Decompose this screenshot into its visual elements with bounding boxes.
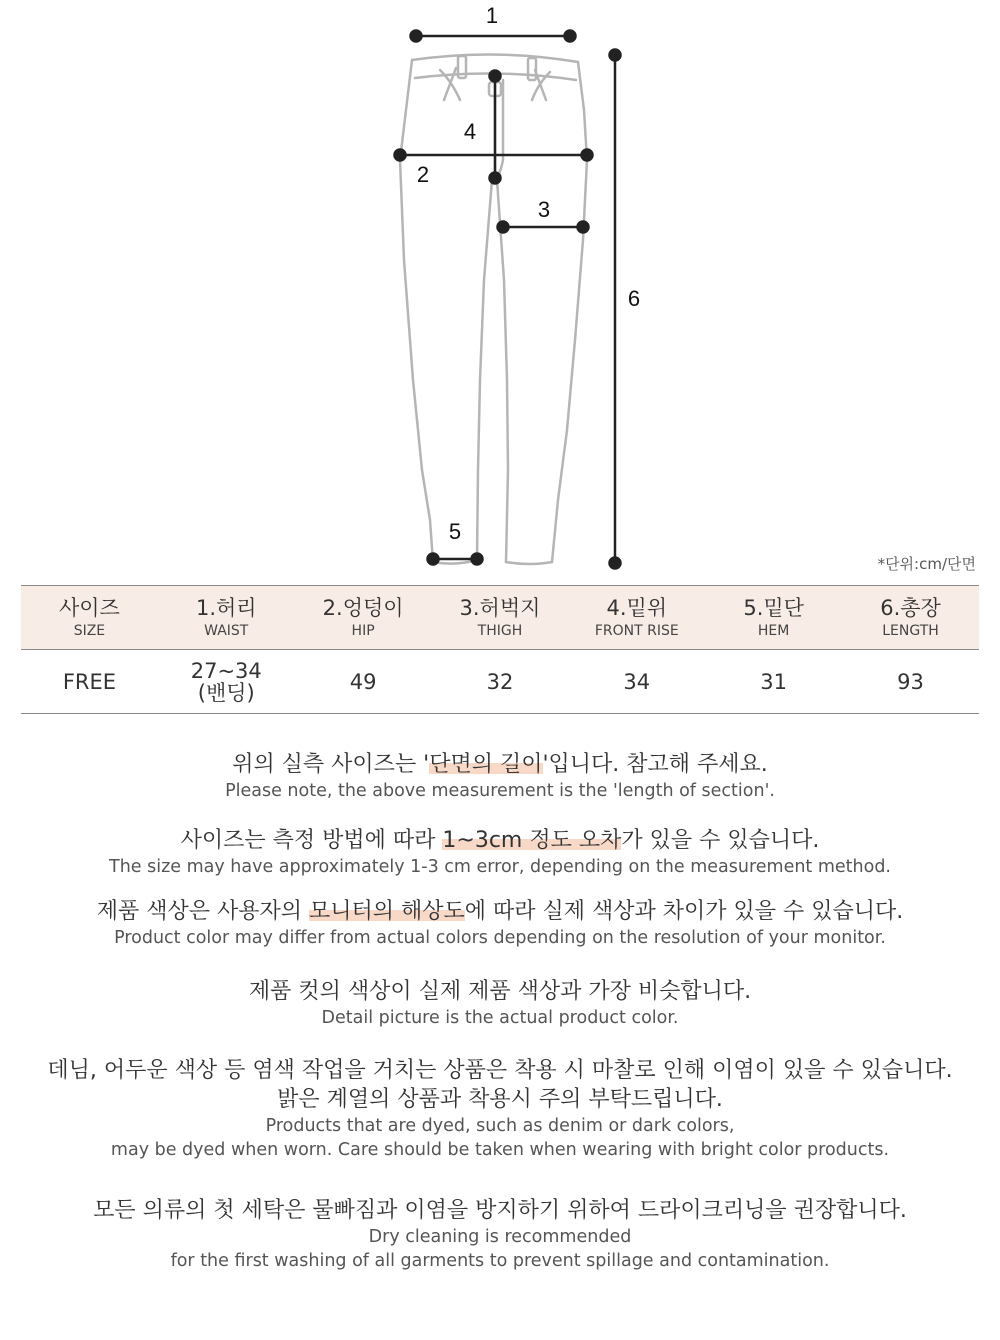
cell-thigh: 32: [486, 669, 514, 694]
cell-waist: 27~34 (밴딩): [190, 658, 262, 705]
pants-measurement-diagram: [0, 0, 1000, 580]
label-5: 5: [448, 519, 462, 544]
cell-hem: 31: [760, 669, 787, 694]
label-2: 2: [416, 162, 430, 187]
header-hip: 2.엉덩이 HIP: [322, 595, 404, 639]
header-length: 6.총장 LENGTH: [880, 595, 941, 639]
cell-size: FREE: [62, 669, 117, 694]
label-3: 3: [537, 197, 551, 222]
header-size: 사이즈 SIZE: [58, 595, 120, 639]
header-waist: 1.허리 WAIST: [195, 595, 257, 639]
pants-outline: [400, 54, 587, 564]
note-monitor-color: 제품 색상은 사용자의 모니터의 해상도에 따라 실제 색상과 차이가 있을 수 있습니다. Product color may differ from actual colors depending on the resolution of your monitor.: [96, 899, 904, 948]
cell-front-rise: 34: [623, 669, 651, 694]
header-hem: 5.밑단 HEM: [743, 595, 804, 639]
note-measure-error: 사이즈는 측정 방법에 따라 1~3cm 정도 오차가 있을 수 있습니다. The size may have approximately 1-3 cm error, depending on the measurement method.: [109, 828, 891, 877]
cell-hip: 49: [349, 669, 377, 694]
label-6: 6: [627, 286, 641, 311]
cell-length: 93: [897, 669, 924, 694]
unit-note: *단위:cm/단면: [877, 555, 976, 573]
label-4: 4: [463, 119, 477, 144]
note-detail-color: 제품 컷의 색상이 실제 제품 색상과 가장 비슷합니다. Detail picture is the actual product color.: [248, 979, 752, 1028]
note-dye-transfer: 데님, 어두운 색상 등 염색 작업을 거치는 상품은 착용 시 마찰로 인해 이염이 있을 수 있습니다. 밝은 계열의 상품과 착용시 주의 부탁드립니다. Products that are dyed, such as denim or dark colors, may be dyed when worn. Care should be taken when wearing with bright color products.: [47, 1058, 953, 1160]
note-dry-cleaning: 모든 의류의 첫 세탁은 물빠짐과 이염을 방지하기 위하여 드라이크리닝을 권장합니다. Dry cleaning is recommended for the first washing of all garments to prevent spillage and contamination.: [93, 1198, 907, 1271]
size-table-header-row: [21, 586, 979, 650]
table-row: [21, 650, 979, 714]
label-1: 1: [485, 3, 499, 28]
header-front-rise: 4.밑위 FRONT RISE: [594, 595, 679, 639]
note-section-length: 위의 실측 사이즈는 '단면의 길이'입니다. 참고해 주세요. Please note, the above measurement is the 'length of section'.: [225, 752, 775, 801]
notes-section: [0, 750, 1000, 1273]
header-thigh: 3.허벅지 THIGH: [459, 595, 541, 639]
size-table: [21, 585, 979, 714]
